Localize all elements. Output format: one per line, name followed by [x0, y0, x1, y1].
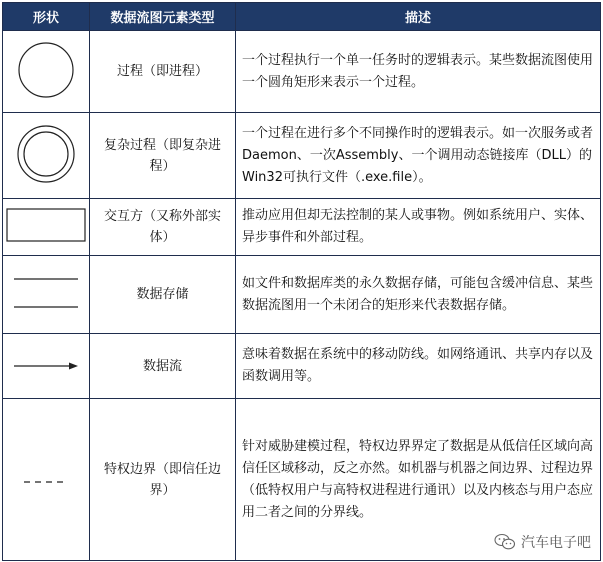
description-cell: 如文件和数据库类的永久数据存储，可能包含缓冲信息、某些数据流图用一个未闭合的矩形来代表数据存储。: [236, 256, 601, 334]
header-type: 数据流图元素类型: [90, 3, 236, 31]
description-cell: 推动应用但却无法控制的某人或事物。例如系统用户、实体、异步事件和外部过程。: [236, 199, 601, 256]
type-cell: 交互方（又称外部实体）: [90, 199, 236, 256]
rectangle-icon: [6, 208, 86, 242]
table-row: [3, 31, 601, 113]
table-row: [3, 256, 601, 334]
shape-cell: [3, 334, 90, 399]
table-header-row: [3, 3, 601, 31]
header-shape: 形状: [3, 3, 90, 31]
watermark: [494, 532, 591, 552]
type-cell: 数据存储: [90, 256, 236, 334]
circle-icon: [16, 40, 76, 100]
dfd-elements-table: [2, 2, 601, 561]
header-description: 描述: [236, 3, 601, 31]
wechat-icon: [494, 533, 516, 551]
description-cell: 意味着数据在系统中的移动防线。如网络通讯、共享内存以及函数调用等。: [236, 334, 601, 399]
shape-cell: [3, 199, 90, 256]
type-cell: 数据流: [90, 334, 236, 399]
description-cell: 一个过程执行一个单一任务时的逻辑表示。某些数据流图使用一个圆角矩形来表示一个过程。: [236, 31, 601, 113]
parallel-lines-icon: [14, 276, 78, 310]
watermark-text: 汽车电子吧: [521, 535, 591, 551]
shape-cell: [3, 113, 90, 199]
shape-cell: [3, 399, 90, 561]
type-cell: 复杂过程（即复杂进程）: [90, 113, 236, 199]
dashed-line-icon: [24, 479, 68, 485]
description-cell: 一个过程在进行多个不同操作时的逻辑表示。如一次服务或者Daemon、一次Assembly、一个调用动态链接库（DLL）的Win32可执行文件（.exe.file）。: [236, 113, 601, 199]
arrow-icon: [14, 360, 78, 372]
table-row: [3, 334, 601, 399]
shape-cell: [3, 31, 90, 113]
table-row: [3, 199, 601, 256]
double-circle-icon: [15, 123, 77, 185]
type-cell: 特权边界（即信任边界）: [90, 399, 236, 561]
table-row: [3, 113, 601, 199]
shape-cell: [3, 256, 90, 334]
type-cell: 过程（即进程）: [90, 31, 236, 113]
description-cell: 针对威胁建模过程，特权边界界定了数据是从低信任区域向高信任区域移动，反之亦然。如机器与机器之间边界、过程边界（低特权用户与高特权进程进行通讯）以及内核态与用户态应用二者之间的分界线。: [236, 399, 601, 561]
